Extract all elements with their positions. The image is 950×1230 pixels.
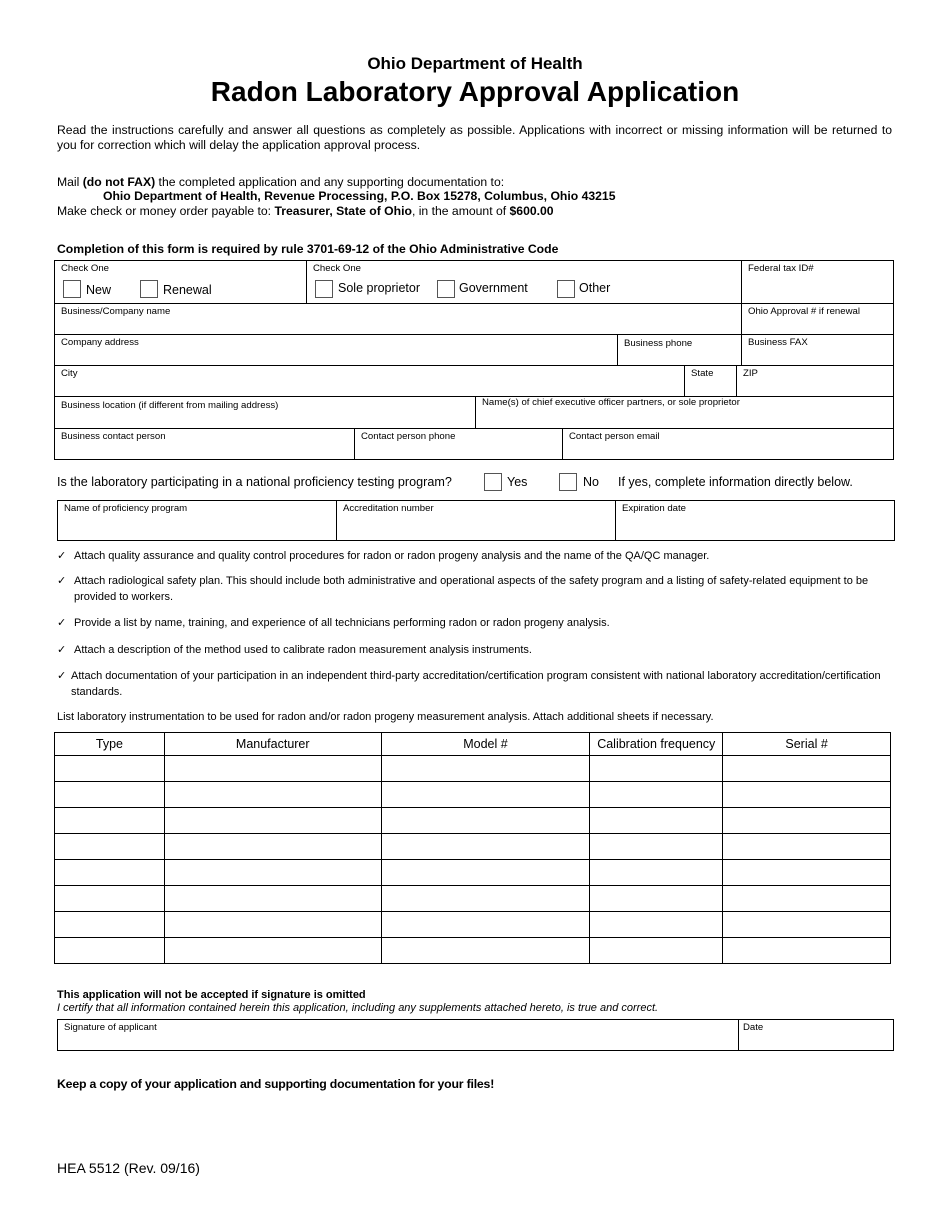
form-title: Radon Laboratory Approval Application	[210, 76, 740, 107]
checklist-item-text: Attach radiological safety plan. This should include both administrative and operational aspects of the safety program and a listing of safety-related equipment to be provided to workers.	[74, 575, 869, 603]
manufacturer-cell[interactable]	[164, 938, 381, 964]
type-cell[interactable]	[55, 808, 165, 834]
manufacturer-cell[interactable]	[164, 834, 381, 860]
business-location-field[interactable]	[54, 396, 476, 429]
checklist-item-text: Attach a description of the method used to calibrate radon measurement analysis instruments.	[74, 644, 532, 656]
business-name-label: Business/Company name	[61, 306, 171, 317]
sole-proprietor-checkbox[interactable]	[315, 280, 333, 298]
signature-field[interactable]	[57, 1019, 739, 1051]
type-cell[interactable]	[55, 834, 165, 860]
payee: Treasurer, State of Ohio	[274, 204, 412, 218]
calibration-cell[interactable]	[590, 756, 723, 782]
calibration-cell[interactable]	[590, 860, 723, 886]
sole-proprietor-label: Sole proprietor	[338, 281, 420, 295]
contact-email-field[interactable]	[562, 428, 894, 460]
agency-name: Ohio Department of Health	[367, 54, 583, 73]
expiration-date-field[interactable]	[615, 500, 895, 541]
table-row	[55, 756, 891, 782]
serial-cell[interactable]	[723, 912, 891, 938]
checklist-item	[57, 615, 892, 631]
proficiency-question: Is the laboratory participating in a national proficiency testing program?	[57, 475, 452, 489]
government-checkbox[interactable]	[437, 280, 455, 298]
column-header-manufacturer: Manufacturer	[164, 733, 381, 756]
proficiency-yes-checkbox[interactable]	[484, 473, 502, 491]
checkmark-icon: ✓	[57, 575, 67, 587]
manufacturer-cell[interactable]	[164, 808, 381, 834]
checkmark-icon: ✓	[57, 617, 67, 629]
date-label: Date	[743, 1022, 764, 1033]
model-cell[interactable]	[381, 756, 590, 782]
contact-email-label: Contact person email	[569, 431, 660, 442]
table-row	[55, 886, 891, 912]
manufacturer-cell[interactable]	[164, 756, 381, 782]
renewal-label: Renewal	[163, 283, 212, 297]
city-label: City	[61, 368, 78, 379]
proficiency-yes-label: Yes	[507, 475, 528, 489]
renewal-checkbox[interactable]	[140, 280, 158, 298]
table-row	[55, 860, 891, 886]
type-cell[interactable]	[55, 886, 165, 912]
calibration-cell[interactable]	[590, 808, 723, 834]
type-cell[interactable]	[55, 912, 165, 938]
manufacturer-cell[interactable]	[164, 782, 381, 808]
rule-note: Completion of this form is required by rule 3701-69-12 of the Ohio Administrative Code	[57, 242, 559, 256]
serial-cell[interactable]	[723, 860, 891, 886]
zip-field[interactable]	[736, 365, 894, 397]
contact-phone-field[interactable]	[354, 428, 563, 460]
model-cell[interactable]	[381, 834, 590, 860]
checkmark-icon: ✓	[57, 670, 67, 682]
state-label: State	[691, 368, 714, 379]
government-label: Government	[459, 281, 528, 295]
column-header-calibration: Calibration frequency	[590, 733, 723, 756]
table-row	[55, 808, 891, 834]
fee-amount: $600.00	[509, 204, 554, 218]
federal-tax-id-label: Federal tax ID#	[748, 263, 814, 274]
license-type-cell	[54, 260, 307, 304]
table-header-row	[55, 733, 891, 756]
no-fax-note: (do not FAX)	[82, 175, 156, 189]
other-label: Other	[579, 281, 611, 295]
table-row	[55, 834, 891, 860]
business-fax-label: Business FAX	[748, 337, 808, 348]
checkmark-icon: ✓	[57, 644, 67, 656]
manufacturer-cell[interactable]	[164, 860, 381, 886]
checklist-item-text: Provide a list by name, training, and experience of all technicians performing radon or radon progeny analysis.	[74, 617, 610, 629]
signature-warning: This application will not be accepted if signature is omitted	[57, 989, 366, 1001]
column-header-serial: Serial #	[723, 733, 891, 756]
payable-prefix: Make check or money order payable to:	[57, 204, 275, 218]
ohio-approval-field[interactable]	[741, 303, 894, 335]
new-checkbox[interactable]	[63, 280, 81, 298]
checklist-item	[57, 548, 892, 564]
city-field[interactable]	[54, 365, 685, 397]
federal-tax-id-field[interactable]	[741, 260, 894, 304]
instructions-text: Read the instructions carefully and answer all questions as completely as possible. Applications with incorrect or missing information will be returned to you for correction which will delay the application approval process.	[57, 123, 892, 152]
checklist-item-text: Attach quality assurance and quality control procedures for radon or radon progeny analysis and the name of the QA/QC manager.	[74, 550, 710, 562]
checklist-item	[57, 642, 892, 658]
business-location-label: Business location (if different from mailing address)	[61, 400, 279, 411]
expiration-date-label: Expiration date	[622, 503, 686, 514]
ceo-names-label: Name(s) of chief executive officer partners, or sole proprietor	[482, 397, 740, 408]
calibration-cell[interactable]	[590, 912, 723, 938]
business-fax-field[interactable]	[741, 334, 894, 366]
company-address-label: Company address	[61, 337, 139, 348]
serial-cell[interactable]	[723, 886, 891, 912]
column-header-model: Model #	[381, 733, 590, 756]
manufacturer-cell[interactable]	[164, 912, 381, 938]
zip-label: ZIP	[743, 368, 758, 379]
state-field[interactable]	[684, 365, 737, 397]
serial-cell[interactable]	[723, 782, 891, 808]
accreditation-number-field[interactable]	[336, 500, 616, 541]
instrumentation-note: List laboratory instrumentation to be used for radon and/or radon progeny measurement analysis. Attach additional sheets if necessary.	[57, 711, 714, 723]
table-row	[55, 912, 891, 938]
model-cell[interactable]	[381, 808, 590, 834]
model-cell[interactable]	[381, 938, 590, 964]
model-cell[interactable]	[381, 782, 590, 808]
proficiency-no-label: No	[583, 475, 599, 489]
business-phone-label: Business phone	[624, 338, 693, 349]
serial-cell[interactable]	[723, 756, 891, 782]
type-cell[interactable]	[55, 938, 165, 964]
contact-person-label: Business contact person	[61, 431, 166, 442]
check-one-label: Check One	[61, 263, 109, 274]
ohio-approval-label: Ohio Approval # if renewal	[748, 306, 860, 317]
model-cell[interactable]	[381, 886, 590, 912]
other-checkbox[interactable]	[557, 280, 575, 298]
checklist-item	[57, 573, 892, 605]
mailing-address: Ohio Department of Health, Revenue Processing, P.O. Box 15278, Columbus, Ohio 43215	[103, 189, 616, 203]
column-header-type: Type	[55, 733, 165, 756]
calibration-cell[interactable]	[590, 782, 723, 808]
mail-instructions	[57, 175, 504, 189]
calibration-cell[interactable]	[590, 834, 723, 860]
type-cell[interactable]	[55, 860, 165, 886]
table-row	[55, 938, 891, 964]
instrumentation-table	[54, 732, 891, 964]
proficiency-program-label: Name of proficiency program	[64, 503, 188, 514]
contact-person-field[interactable]	[54, 428, 355, 460]
business-type-cell	[306, 260, 742, 304]
proficiency-no-checkbox[interactable]	[559, 473, 577, 491]
checkmark-icon: ✓	[57, 550, 67, 562]
mail-suffix: the completed application and any supporting documentation to:	[155, 175, 505, 189]
signature-label: Signature of applicant	[64, 1022, 157, 1033]
payable-mid: , in the amount of	[411, 204, 510, 218]
new-label: New	[86, 283, 112, 297]
table-row	[55, 782, 891, 808]
manufacturer-cell[interactable]	[164, 886, 381, 912]
payment-instructions	[57, 204, 554, 218]
type-cell[interactable]	[55, 782, 165, 808]
date-field[interactable]	[738, 1019, 894, 1051]
mail-prefix: Mail	[57, 175, 83, 189]
form-number: HEA 5512 (Rev. 09/16)	[57, 1160, 200, 1176]
model-cell[interactable]	[381, 860, 590, 886]
serial-cell[interactable]	[723, 808, 891, 834]
model-cell[interactable]	[381, 912, 590, 938]
certification-statement: I certify that all information contained herein this application, including any supplements attached hereto, is true and correct.	[57, 1002, 659, 1014]
serial-cell[interactable]	[723, 834, 891, 860]
type-cell[interactable]	[55, 756, 165, 782]
business-phone-field[interactable]	[617, 334, 742, 366]
keep-copy-note: Keep a copy of your application and supporting documentation for your files!	[57, 1077, 495, 1091]
serial-cell[interactable]	[723, 938, 891, 964]
contact-phone-label: Contact person phone	[361, 431, 456, 442]
proficiency-program-field[interactable]	[57, 500, 337, 541]
check-one-label: Check One	[313, 263, 361, 274]
accreditation-number-label: Accreditation number	[343, 503, 434, 514]
checklist-item-text: Attach documentation of your participation in an independent third-party accreditation/certification program consistent with national laboratory accreditation/certification standards.	[71, 670, 881, 698]
business-name-field[interactable]	[54, 303, 742, 335]
checklist-item	[57, 668, 892, 700]
calibration-cell[interactable]	[590, 938, 723, 964]
company-address-field[interactable]	[54, 334, 618, 366]
proficiency-note: If yes, complete information directly below.	[618, 475, 853, 489]
calibration-cell[interactable]	[590, 886, 723, 912]
ceo-names-field[interactable]	[475, 396, 894, 429]
